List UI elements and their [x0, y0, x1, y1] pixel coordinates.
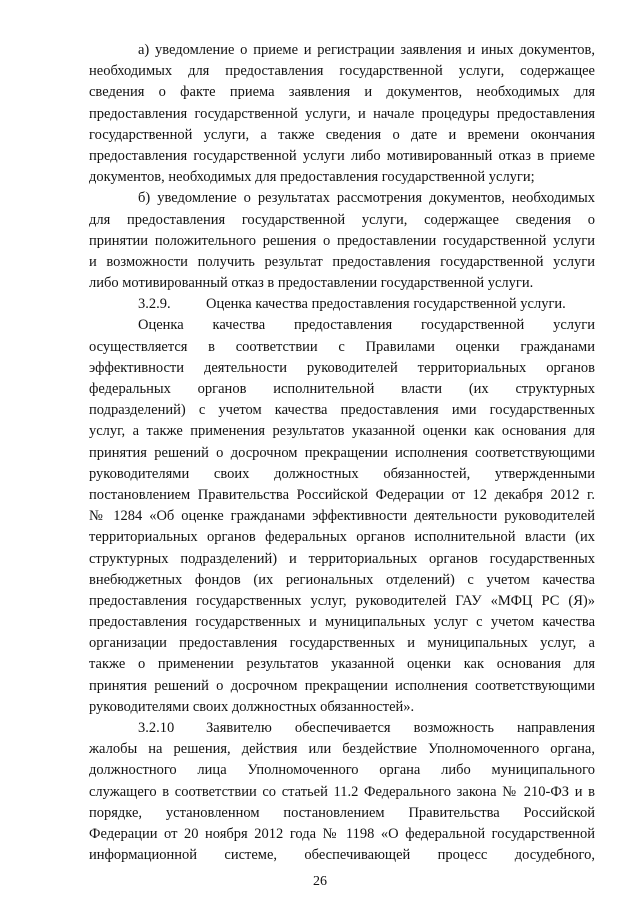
text-line: документов, необходимых для предоставления государственной услуги; [89, 169, 535, 186]
text-line: б) уведомление о результатах рассмотрения документов, необходимых [138, 190, 595, 207]
text-line: федеральных органов исполнительной власти (их структурных [89, 381, 595, 397]
paragraph-b [89, 188, 595, 294]
text-line: принятия решений о досрочном прекращении исполнения соответствующими [89, 677, 595, 694]
text-line: Заявителю обеспечивается возможность направления [206, 720, 595, 736]
text-line: необходимых для предоставления государственной услуги, содержащее [89, 63, 595, 80]
text-line: для предоставления государственной услуги, содержащее сведения о [89, 211, 595, 228]
text-line: подразделений) с учетом качества предоставления ими государственных [89, 402, 595, 419]
text-line: внебюджетных фондов (их региональных отделений) с учетом качества [89, 571, 595, 588]
text-line: либо мотивированный отказ в предоставлении государственной услуги. [89, 275, 534, 292]
text-line: а) уведомление о приеме и регистрации заявления и иных документов, [138, 42, 595, 58]
text-line: руководителями своих должностных обязанностей, утвержденными [89, 465, 595, 482]
text-line: постановлением Правительства Российской Федерации от 12 декабря 2012 г. [89, 486, 595, 503]
text-line: услуг, а также применения результатов указанной оценки как основания для [89, 423, 595, 440]
paragraph-a [89, 40, 595, 188]
text-line: руководителями своих должностных обязанностей». [89, 698, 415, 715]
text-line: № 1284 «Об оценке гражданами эффективности деятельности руководителей [89, 508, 595, 525]
text-line: и возможности получить результат предоставления государственной услуги [89, 253, 595, 270]
text-line: предоставления государственных услуг, руководителей ГАУ «МФЦ РС (Я)» [89, 592, 595, 609]
text-line: государственной услуги, а также сведения о дате и времени окончания [89, 126, 595, 143]
text-line: предоставления государственной услуги, и начале процедуры предоставления [89, 105, 595, 122]
text-line: информационной системе, обеспечивающей процесс досудебного, [89, 847, 595, 864]
text-line: эффективности деятельности руководителей территориальных органов [89, 359, 595, 376]
text-line: сведения о факте приема заявления и документов, необходимых для [89, 84, 595, 101]
section-title: Оценка качества предоставления государственной услуги. [206, 296, 566, 313]
section-heading-3-2-10 [89, 718, 595, 739]
text-line: принятия решений о досрочном прекращении исполнения соответствующими [89, 444, 595, 461]
body-text [89, 40, 595, 866]
section-number: 3.2.10 [138, 720, 175, 736]
text-line: Оценка качества предоставления государственной услуги [138, 317, 595, 334]
text-line: структурных подразделений) и территориальных органов государственных [89, 550, 595, 567]
text-line: осуществляется в соответствии с Правилами оценки гражданами [89, 338, 595, 355]
text-line: также о применении результатов указанной оценки как основания для [89, 656, 595, 673]
text-line: предоставления государственной услуги либо мотивированный отказ в приеме [89, 147, 595, 164]
text-line: предоставления государственных и муниципальных услуг с учетом качества [89, 614, 595, 631]
paragraph-3-2-9 [89, 315, 595, 718]
text-line: организации предоставления государственных и муниципальных услуг, а [89, 635, 595, 652]
text-line: Федерации от 20 ноября 2012 года № 1198 «О федеральной государственной [89, 825, 595, 842]
text-line: порядке, установленном постановлением Правительства Российской [89, 804, 595, 821]
paragraph-3-2-10 [89, 739, 595, 866]
text-line: принятии положительного решения о предоставлении государственной услуги [89, 232, 595, 249]
text-line: должностного лица Уполномоченного органа либо муниципального [89, 762, 595, 779]
text-line: служащего в соответствии со статьей 11.2 Федерального закона № 210-ФЗ и в [89, 783, 595, 800]
section-number: 3.2.9. [138, 296, 171, 313]
page-number: 26 [313, 874, 327, 889]
text-line: территориальных органов федеральных органов исполнительной власти (их [89, 529, 595, 546]
text-line: жалобы на решения, действия или бездействие Уполномоченного органа, [89, 741, 595, 758]
section-heading-3-2-9 [89, 294, 595, 315]
